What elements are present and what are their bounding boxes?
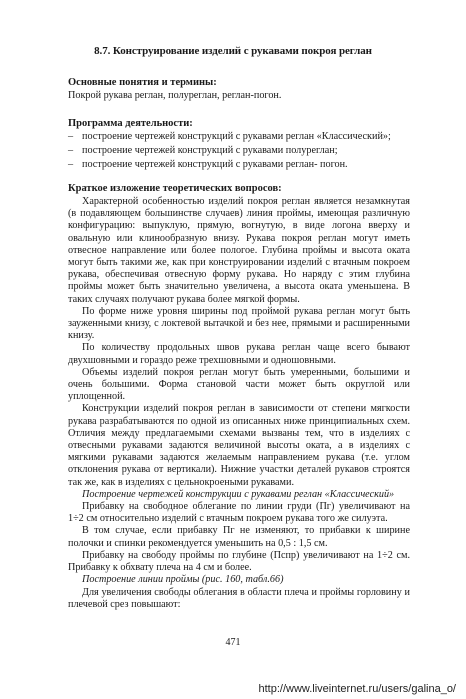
program-item: – построение чертежей конструкций с рукавами реглан «Классический»; <box>68 131 391 142</box>
program-item: – построение чертежей конструкций с рукавами полуреглан; <box>68 145 338 156</box>
program-heading: Программа деятельности: <box>68 118 193 129</box>
watermark-url: http://www.liveinternet.ru/users/galina_o/ <box>258 683 456 695</box>
italic-subheading: Построение линии проймы (рис. 160, табл.66) <box>82 574 284 586</box>
terms-heading: Основные понятия и термины: <box>68 77 217 88</box>
paragraph: По количеству продольных швов рукава реглан чаще всего бывают двухшовными и гораздо реже трехшовными и одношовными. <box>68 342 410 366</box>
paragraph: Для увеличения свободы облегания в области плеча и проймы горловину и плечевой срез повышают: <box>68 586 410 610</box>
section-title: 8.7. Конструирование изделий с рукавами покроя реглан <box>94 45 372 57</box>
theory-body <box>68 196 410 611</box>
terms-text: Покрой рукава реглан, полуреглан, реглан-погон. <box>68 90 282 101</box>
paragraph: Прибавку на свободное облегание по линии груди (Пг) увеличивают на 1÷2 см относительно изделий с втачным покроем рукава того же силуэта. <box>68 501 410 525</box>
theory-heading: Краткое изложение теоретических вопросов: <box>68 183 282 194</box>
paragraph: В том случае, если прибавку Пг не изменяют, то прибавки к ширине полочки и спинки рекомендуется уменьшить на 0,5 : 1,5 см. <box>68 525 410 549</box>
italic-subheading: Построение чертежей конструкции с рукавами реглан «Классический» <box>82 488 395 500</box>
page-number: 471 <box>225 637 241 648</box>
paragraph: Прибавку на свободу проймы по глубине (Пспр) увеличивают на 1÷2 см. Прибавку к обхвату плеча на 4 см и более. <box>68 549 410 574</box>
paragraph: Характерной особенностью изделий покроя реглан является незамкнутая (в подавляющем большинстве случаев) линия проймы, имеющая различную конфигурацию: выпуклую, прямую, вогнутую, в виде логона вверху и овальную или клинообразную внизу. Рукава покроя реглан могут иметь отвесное направление или более пологое. Глубина проймы и высота оката могут быть такими же, как при конструировании изделий с втачным покроем рукава, обеспечивая отвесную форму рукава. Но наряду с этим глубина проймы может быть значительно увеличена, а высота оката уменьшена. В таких случаях получают рукава более мягкой формы. <box>68 196 410 305</box>
paragraph: Конструкции изделий покроя реглан в зависимости от степени мягкости рукава разрабатываются по одной из описанных ниже принципиальных схем. Отличия между предлагаемыми схемами вызваны тем, что в изделиях с отвесными рукавами задаются величиной высоты оката, а в изделиях с мягкими рукавами задаются желаемым направлением рукава (т.е. углом отклонения рукава от вертикали). Нижние участки деталей рукавов строятся так же, как в изделиях с цельнокроеными рукавами. <box>68 403 410 488</box>
paragraph: По форме ниже уровня ширины под проймой рукава реглан могут быть зауженными книзу, с локтевой вытачкой и без нее, прямыми и расширенными книзу. <box>68 305 410 342</box>
paragraph: Объемы изделий покроя реглан могут быть умеренными, большими и очень большими. Форма становой части может быть округлой или уплощенной. <box>68 366 410 403</box>
program-item: – построение чертежей конструкций с рукавами реглан- погон. <box>68 159 348 170</box>
